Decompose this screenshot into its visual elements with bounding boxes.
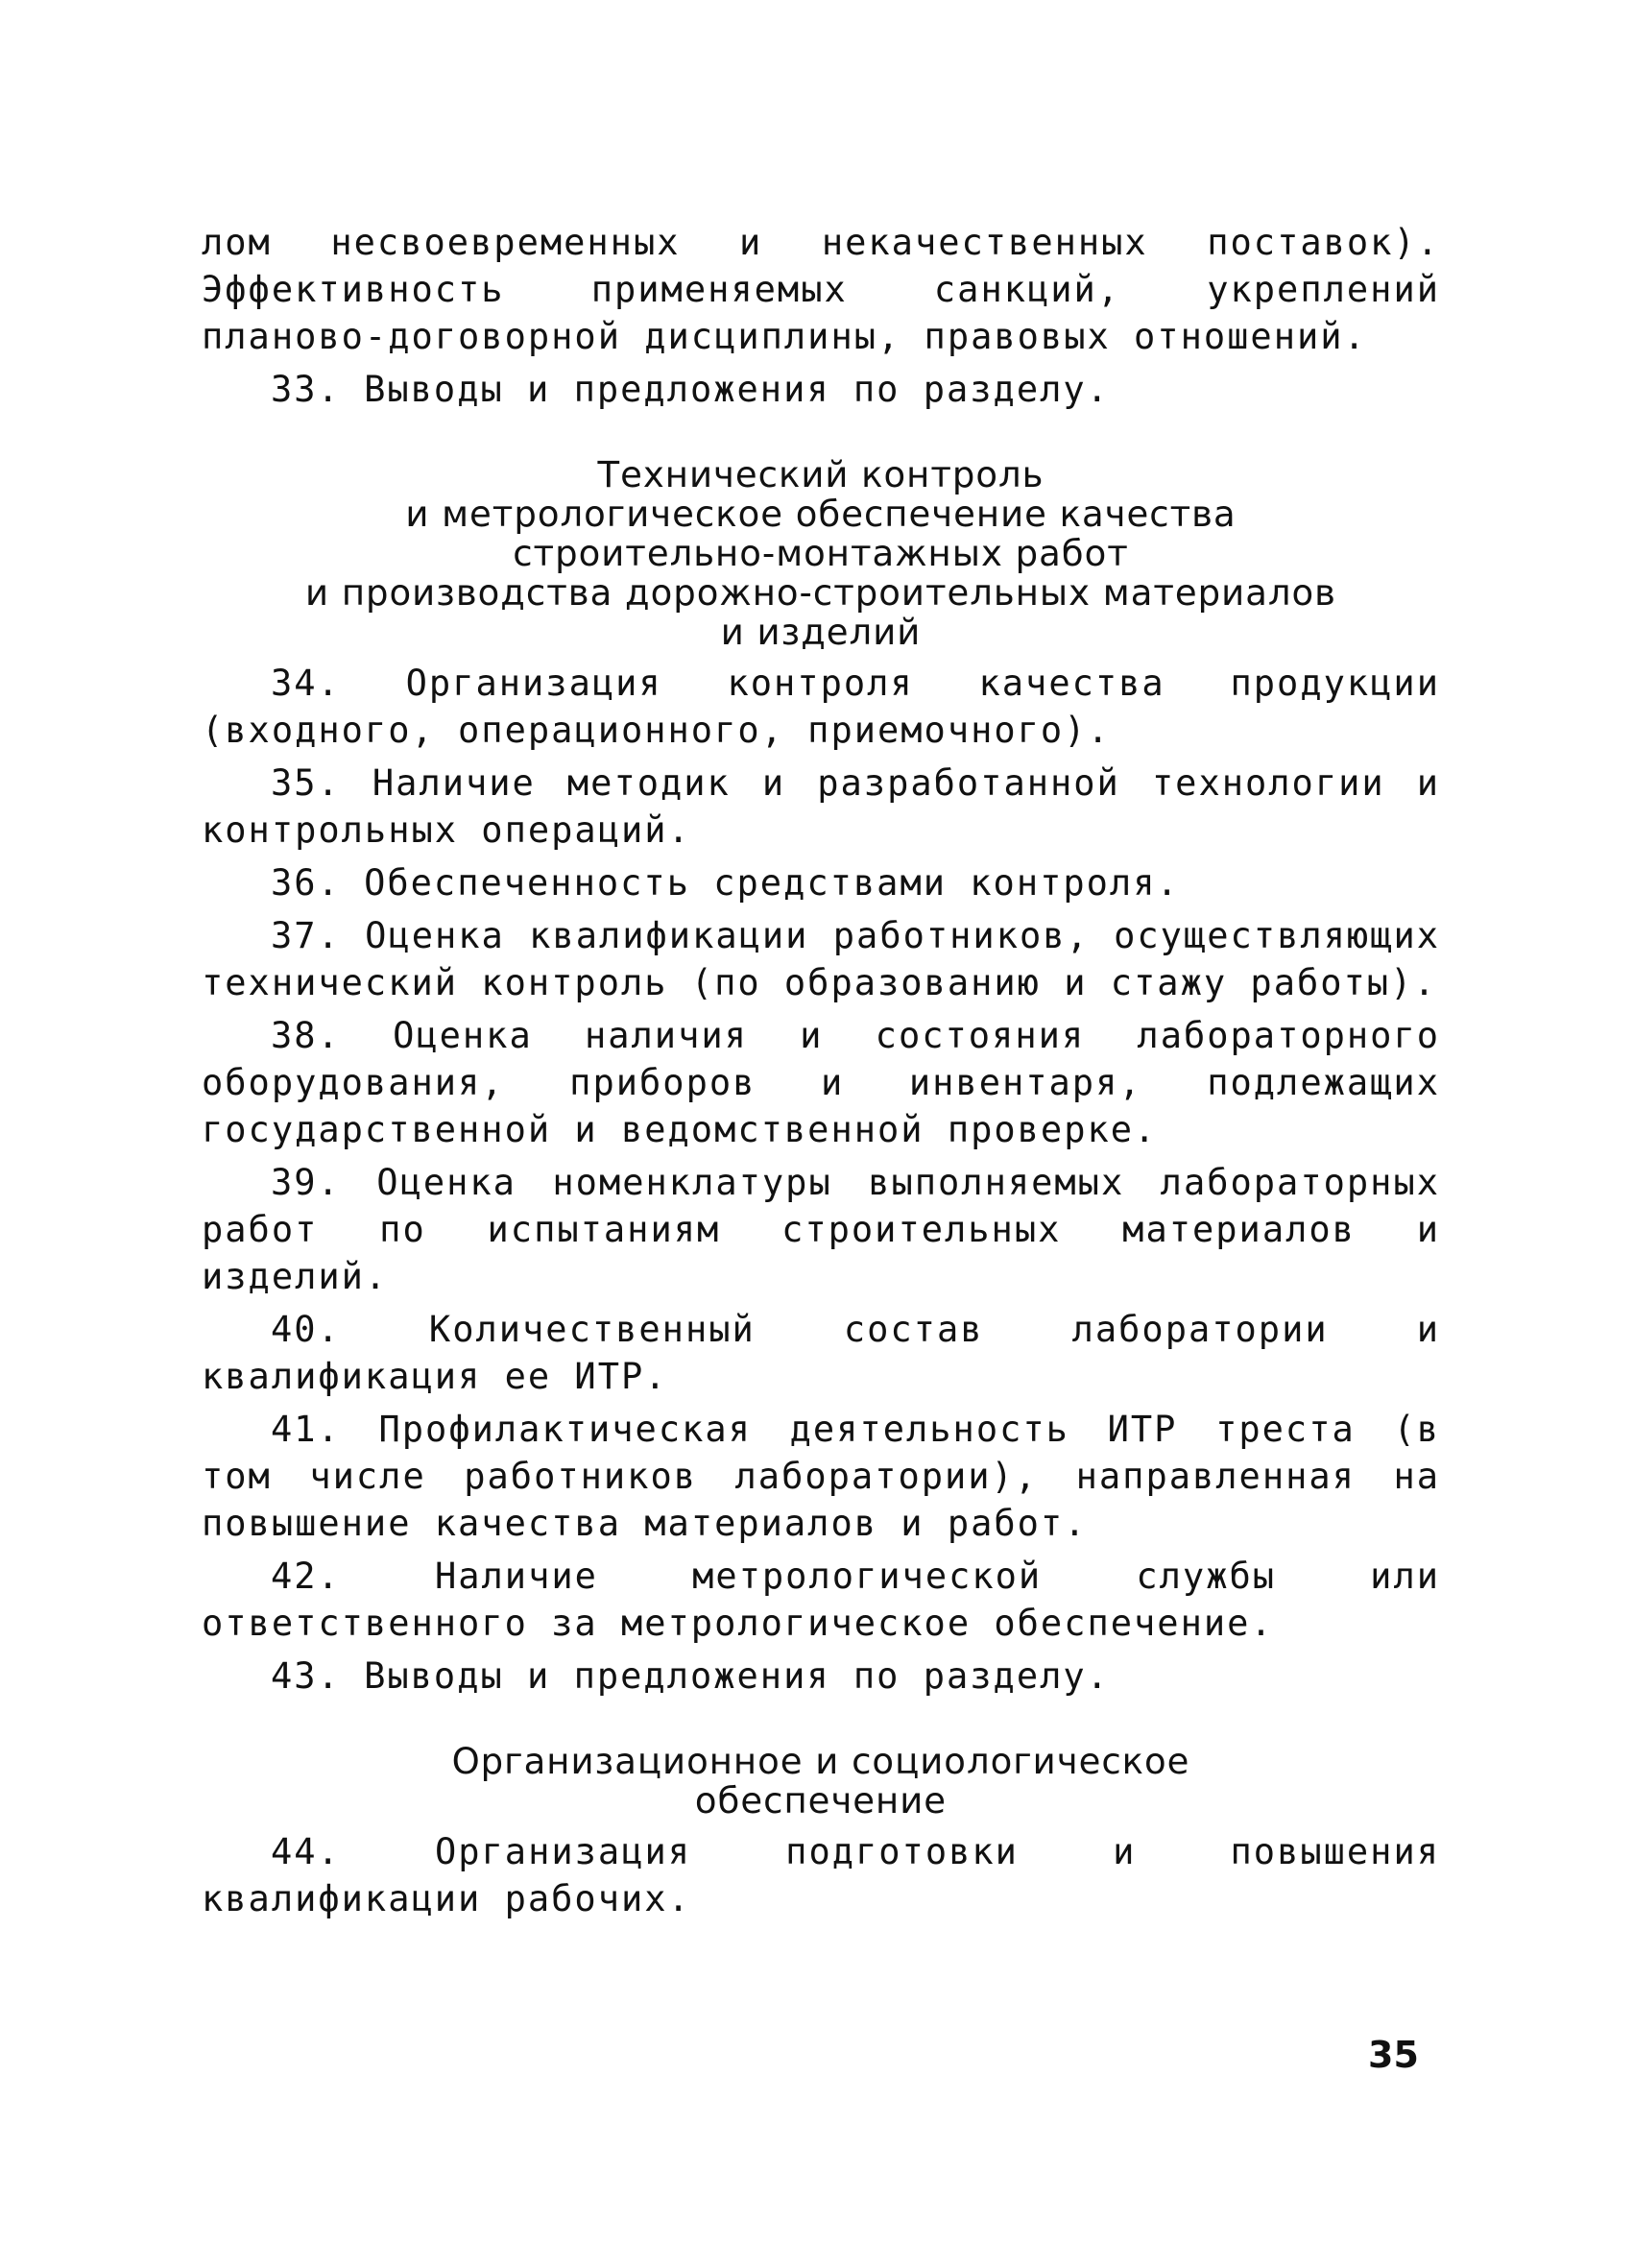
list-item-35: 35. Наличие методик и разработанной технологии и контрольных операций. xyxy=(202,762,1440,851)
list-item-37: 37. Оценка квалификации работников, осуществляющих технический контроль (по образованию и стажу работы). xyxy=(202,915,1440,1003)
list-item-38: 38. Оценка наличия и состояния лабораторного оборудования, приборов и инвентаря, подлежащих государственной и ведомственной проверке. xyxy=(202,1015,1440,1150)
heading-line: обеспечение xyxy=(694,1780,948,1822)
list-item-34: 34. Организация контроля качества продукции (входного, операционного, приемочного). xyxy=(202,663,1440,751)
heading-line: Организационное и социологическое xyxy=(451,1741,1190,1782)
intro-continuation-paragraph: лом несвоевременных и некачественных поставок). Эффективность применяемых санкций, укреплений планово-договорной дисциплины, правовых отношений. xyxy=(202,222,1440,357)
heading-line: Технический контроль xyxy=(597,454,1045,495)
list-item-42: 42. Наличие метрологической службы или ответственного за метрологическое обеспечение. xyxy=(202,1556,1440,1644)
heading-line: строительно-монтажных работ xyxy=(513,533,1129,574)
section-heading-technical-control xyxy=(202,455,1440,652)
list-item-33: 33. Выводы и предложения по разделу. xyxy=(271,369,1110,410)
list-item-43: 43. Выводы и предложения по разделу. xyxy=(271,1655,1110,1697)
list-item-36: 36. Обеспеченность средствами контроля. xyxy=(271,862,1180,904)
document-page xyxy=(202,219,1440,1928)
heading-line: и изделий xyxy=(720,612,922,653)
list-item-41: 41. Профилактическая деятельность ИТР треста (в том числе работников лаборатории), направленная на повышение качества материалов и работ. xyxy=(202,1409,1440,1544)
list-item-39: 39. Оценка номенклатуры выполняемых лабораторных работ по испытаниям строительных материалов и изделий. xyxy=(202,1162,1440,1297)
list-item-44: 44. Организация подготовки и повышения квалификации рабочих. xyxy=(202,1831,1440,1919)
list-item-40: 40. Количественный состав лаборатории и квалификация ее ИТР. xyxy=(202,1309,1440,1397)
heading-line: и метрологическое обеспечение качества xyxy=(405,494,1237,535)
page-number: 35 xyxy=(1368,2034,1419,2076)
section-heading-organizational xyxy=(202,1742,1440,1821)
heading-line: и производства дорожно-строительных материалов xyxy=(305,572,1336,614)
